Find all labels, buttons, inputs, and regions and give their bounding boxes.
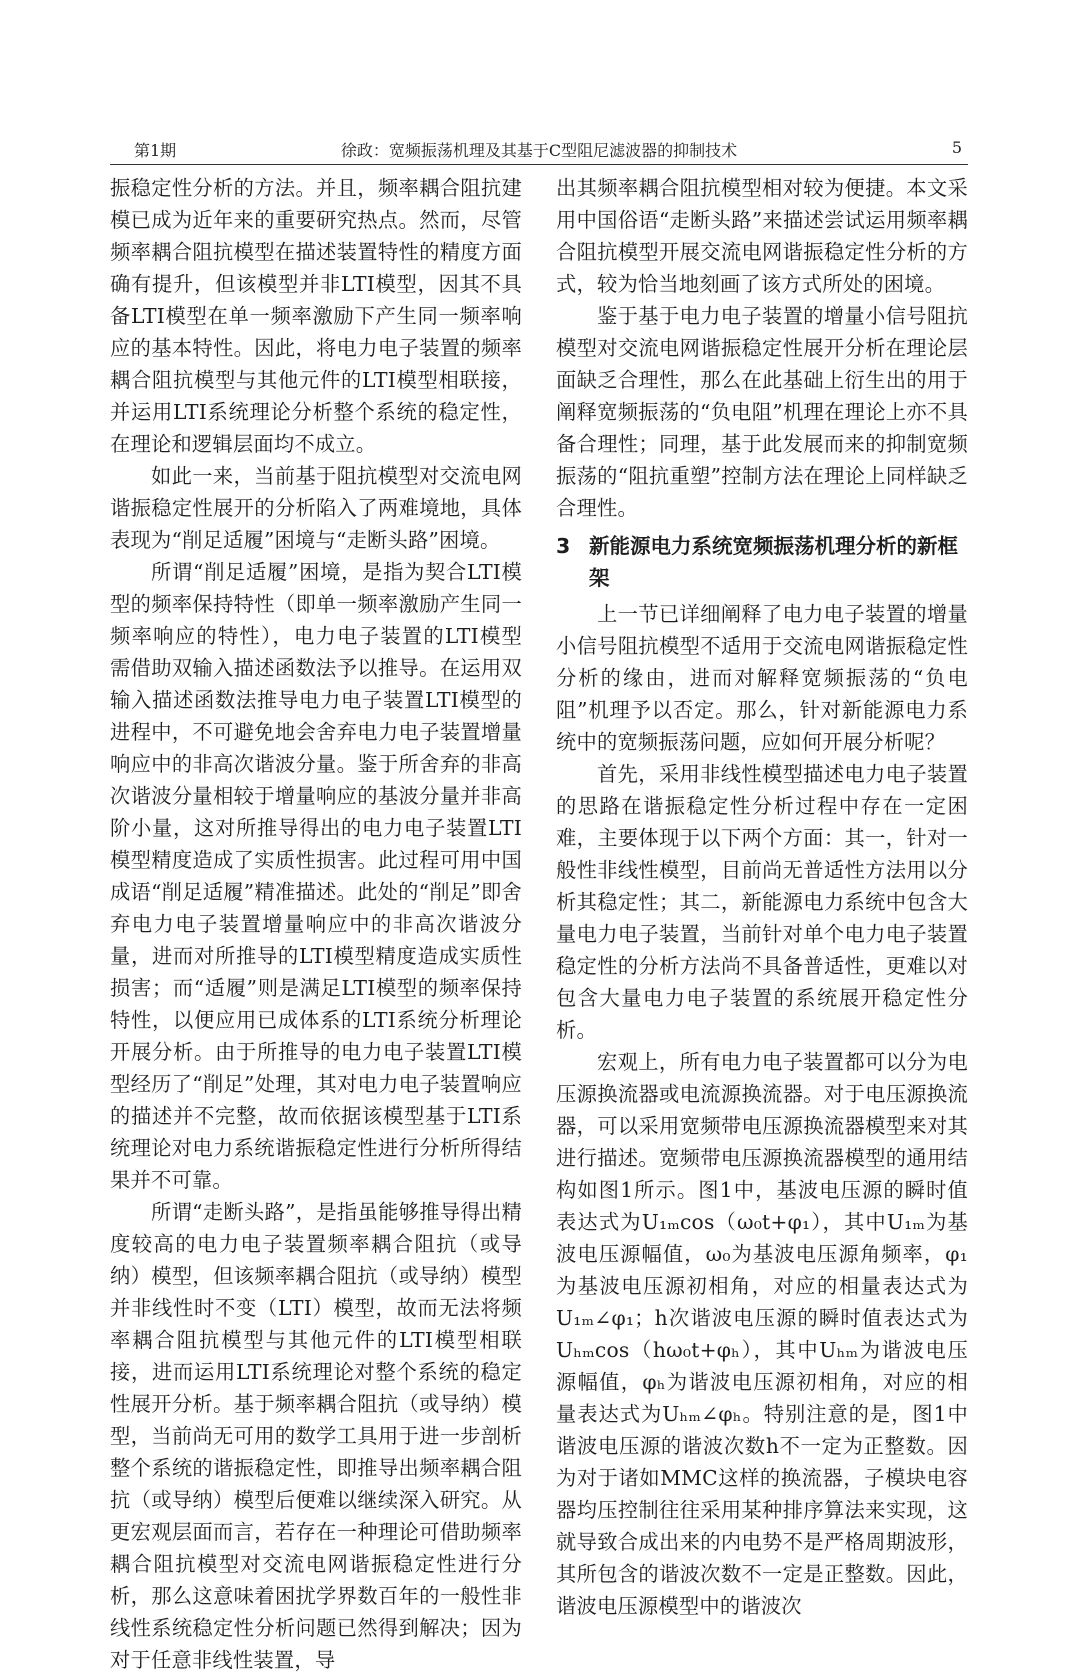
- paragraph: 鉴于基于电力电子装置的增量小信号阻抗模型对交流电网谐振稳定性展开分析在理论层面缺乏合理性，那么在此基础上衍生出的用于阐释宽频振荡的“负电阻”机理在理论上亦不具备合理性；同理，基于此发展而来的抑制宽频振荡的“阻抗重塑”控制方法在理论上同样缺乏合理性。: [556, 304, 968, 520]
- paragraph-continued: 振稳定性分析的方法。并且，频率耦合阻抗建模已成为近年来的重要研究热点。然而，尽管频率耦合阻抗模型在描述装置特性的精度方面确有提升，但该模型并非LTI模型，因其不具备LTI模型在单一频率激励下产生同一频率响应的基本特性。因此，将电力电子装置的频率耦合阻抗模型与其他元件的LTI模型相联接，并运用LTI系统理论分析整个系统的稳定性，在理论和逻辑层面均不成立。: [110, 176, 522, 456]
- paragraph-continued: 出其频率耦合阻抗模型相对较为便捷。本文采用中国俗语“走断头路”来描述尝试运用频率耦合阻抗模型开展交流电网谐振稳定性分析的方式，较为恰当地刻画了该方式所处的困境。: [556, 176, 968, 296]
- section-number: 3: [556, 534, 571, 558]
- running-title: 徐政：宽频振荡机理及其基于C型阻尼滤波器的抑制技术: [340, 141, 738, 160]
- right-column: [556, 172, 968, 1622]
- paragraph: 首先，采用非线性模型描述电力电子装置的思路在谐振稳定性分析过程中存在一定困难，主要体现于以下两个方面：其一，针对一般性非线性模型，目前尚无普适性方法用以分析其稳定性；其二，新能源电力系统中包含大量电力电子装置，当前针对单个电力电子装置稳定性的分析方法尚不具备普适性，更难以对包含大量电力电子装置的系统展开稳定性分析。: [556, 762, 968, 1042]
- issue-number: 第1期: [134, 141, 177, 160]
- paragraph: 如此一来，当前基于阻抗模型对交流电网谐振稳定性展开的分析陷入了两难境地，具体表现为“削足适履”困境与“走断头路”困境。: [110, 464, 522, 552]
- page-number: 5: [951, 138, 962, 157]
- section-heading: [556, 530, 968, 594]
- left-column: [110, 172, 522, 1676]
- paragraph: 所谓“走断头路”，是指虽能够推导得出精度较高的电力电子装置频率耦合阻抗（或导纳）模型，但该频率耦合阻抗（或导纳）模型并非线性时不变（LTI）模型，故而无法将频率耦合阻抗模型与其他元件的LTI模型相联接，进而运用LTI系统理论对整个系统的稳定性展开分析。基于频率耦合阻抗（或导纳）模型，当前尚无可用的数学工具用于进一步剖析整个系统的谐振稳定性，即推导出频率耦合阻抗（或导纳）模型后便难以继续深入研究。从更宏观层面而言，若存在一种理论可借助频率耦合阻抗模型对交流电网谐振稳定性进行分析，那么这意味着困扰学界数百年的一般性非线性系统稳定性分析问题已然得到解决；因为对于任意非线性装置，导: [110, 1200, 522, 1672]
- section-title: 新能源电力系统宽频振荡机理分析的新框架: [589, 534, 958, 590]
- paragraph: 上一节已详细阐释了电力电子装置的增量小信号阻抗模型不适用于交流电网谐振稳定性分析的缘由，进而对解释宽频振荡的“负电阻”机理予以否定。那么，针对新能源电力系统中的宽频振荡问题，应如何开展分析呢？: [556, 602, 968, 754]
- running-header: [110, 136, 968, 165]
- paragraph: 所谓“削足适履”困境，是指为契合LTI模型的频率保持特性（即单一频率激励产生同一频率响应的特性），电力电子装置的LTI模型需借助双输入描述函数法予以推导。在运用双输入描述函数法推导电力电子装置LTI模型的进程中，不可避免地会舍弃电力电子装置增量响应中的非高次谐波分量。鉴于所舍弃的非高次谐波分量相较于增量响应的基波分量并非高阶小量，这对所推导得出的电力电子装置LTI模型精度造成了实质性损害。此过程可用中国成语“削足适履”精准描述。此处的“削足”即舍弃电力电子装置增量响应中的非高次谐波分量，进而对所推导的LTI模型精度造成实质性损害；而“适履”则是满足LTI模型的频率保持特性，以便应用已成体系的LTI系统分析理论开展分析。由于所推导的电力电子装置LTI模型经历了“削足”处理，其对电力电子装置响应的描述并不完整，故而依据该模型基于LTI系统理论对电力系统谐振稳定性进行分析所得结果并不可靠。: [110, 560, 522, 1192]
- paragraph: 宏观上，所有电力电子装置都可以分为电压源换流器或电流源换流器。对于电压源换流器，可以采用宽频带电压源换流器模型来对其进行描述。宽频带电压源换流器模型的通用结构如图1所示。图1中，基波电压源的瞬时值表达式为U₁ₘcos（ω₀t+φ₁），其中U₁ₘ为基波电压源幅值，ω₀为基波电压源角频率，φ₁为基波电压源初相角，对应的相量表达式为U₁ₘ∠φ₁；h次谐波电压源的瞬时值表达式为Uₕₘcos（hω₀t+φₕ），其中Uₕₘ为谐波电压源幅值，φₕ为谐波电压源初相角，对应的相量表达式为Uₕₘ∠φₕ。特别注意的是，图1中谐波电压源的谐波次数h不一定为正整数。因为对于诸如MMC这样的换流器，子模块电容器均压控制往往采用某种排序算法来实现，这就导致合成出来的内电势不是严格周期波形，其所包含的谐波次数不一定是正整数。因此，谐波电压源模型中的谐波次: [556, 1050, 968, 1618]
